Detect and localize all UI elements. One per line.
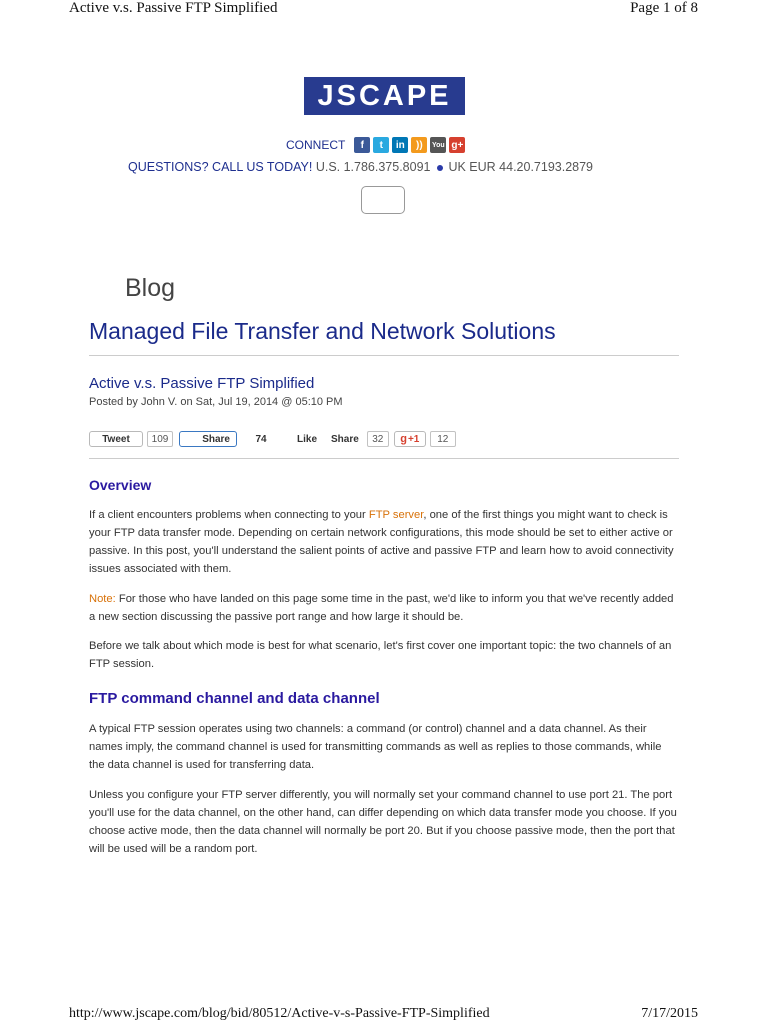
tweet-count: 109	[147, 431, 173, 447]
print-header-title: Active v.s. Passive FTP Simplified	[69, 0, 278, 16]
paragraph-two-channels: A typical FTP session operates using two channels: a command (or control) channel and a data channel. As their names imply, the command channel is used for transmitting commands as well as replies to those commands, while the data channel is used for transferring data.	[89, 723, 662, 771]
print-footer-url: http://www.jscape.com/blog/bid/80512/Active-v-s-Passive-FTP-Simplified	[69, 1006, 490, 1021]
jscape-logo[interactable]	[304, 77, 465, 115]
facebook-share-count: 32	[367, 431, 389, 447]
social-share-bar	[89, 431, 456, 447]
paragraph-ports: Unless you configure your FTP server differently, you will normally set your command channel to use port 21. The port you'll use for the data channel, on the other hand, can differ depending on which data transfer mode you choose. If you choose active mode, then the data channel will normally be port 20. But if you choose passive mode, then the port that will be used will be a random port.	[89, 789, 677, 855]
post-meta: Posted by John V. on Sat, Jul 19, 2014 @ 05:10 PM	[89, 396, 343, 408]
note-text: For those who have landed on this page some time in the past, we'd like to inform you that we've recently added a new section discussing the passive port range and how large it should be.	[89, 593, 674, 623]
like-button[interactable]: Like	[297, 433, 318, 445]
paragraph-intro	[89, 506, 679, 578]
linkedin-share-button[interactable]	[179, 431, 237, 447]
logo-text: JSCAPE	[317, 79, 452, 112]
paragraph-channels-intro: Before we talk about which mode is best for what scenario, let's first cover one important topic: the two channels of an FTP session.	[89, 640, 672, 670]
youtube-icon[interactable]: You	[430, 137, 446, 153]
connect-bar	[286, 137, 465, 153]
google-g-icon: g	[400, 433, 407, 445]
search-box[interactable]	[361, 186, 405, 214]
contact-line	[128, 160, 593, 174]
google-plus-count: 12	[430, 431, 456, 447]
google-plus-icon[interactable]: g+	[449, 137, 465, 153]
linkedin-icon[interactable]: in	[392, 137, 408, 153]
rss-icon[interactable]: ))	[411, 137, 427, 153]
tweet-label: Tweet	[102, 433, 130, 445]
us-phone[interactable]: U.S. 1.786.375.8091	[315, 160, 431, 174]
facebook-icon[interactable]: f	[354, 137, 370, 153]
intro-text: If a client encounters problems when connecting to your	[89, 509, 369, 521]
twitter-icon[interactable]: t	[373, 137, 389, 153]
tweet-button[interactable]	[89, 431, 143, 447]
share-label: Share	[202, 433, 230, 445]
google-plus-button[interactable]	[394, 431, 426, 447]
intro-text-cont: , one of the first things you might want to check is your FTP data transfer mode. Depending on certain network configurations, this mode should be set to either active or passive. In this post, you'll understand the salient points of active and passive FTP and learn how to avoid connectivity issues associated with them.	[89, 509, 674, 575]
facebook-share-button[interactable]: Share	[331, 433, 359, 445]
note-label: Note:	[89, 593, 116, 605]
ftp-server-link[interactable]: FTP server	[368, 509, 424, 521]
ftp-channels-heading: FTP command channel and data channel	[89, 690, 380, 707]
divider	[89, 355, 679, 356]
print-footer-date: 7/17/2015	[641, 1006, 698, 1021]
bullet-icon	[437, 165, 443, 171]
post-title[interactable]: Active v.s. Passive FTP Simplified	[89, 375, 315, 392]
overview-heading: Overview	[89, 477, 152, 493]
divider	[89, 458, 679, 459]
blog-label[interactable]: Blog	[125, 274, 176, 302]
blog-heading[interactable]: Managed File Transfer and Network Solutions	[89, 318, 556, 344]
print-header-page-number: Page 1 of 8	[630, 0, 698, 16]
share-count: 74	[255, 433, 267, 445]
gplus-label: +1	[407, 433, 420, 445]
paragraph-note	[89, 590, 679, 626]
call-us-label: QUESTIONS? CALL US TODAY!	[128, 160, 313, 174]
connect-label: CONNECT	[286, 138, 346, 152]
uk-phone[interactable]: UK EUR 44.20.7193.2879	[448, 160, 594, 174]
